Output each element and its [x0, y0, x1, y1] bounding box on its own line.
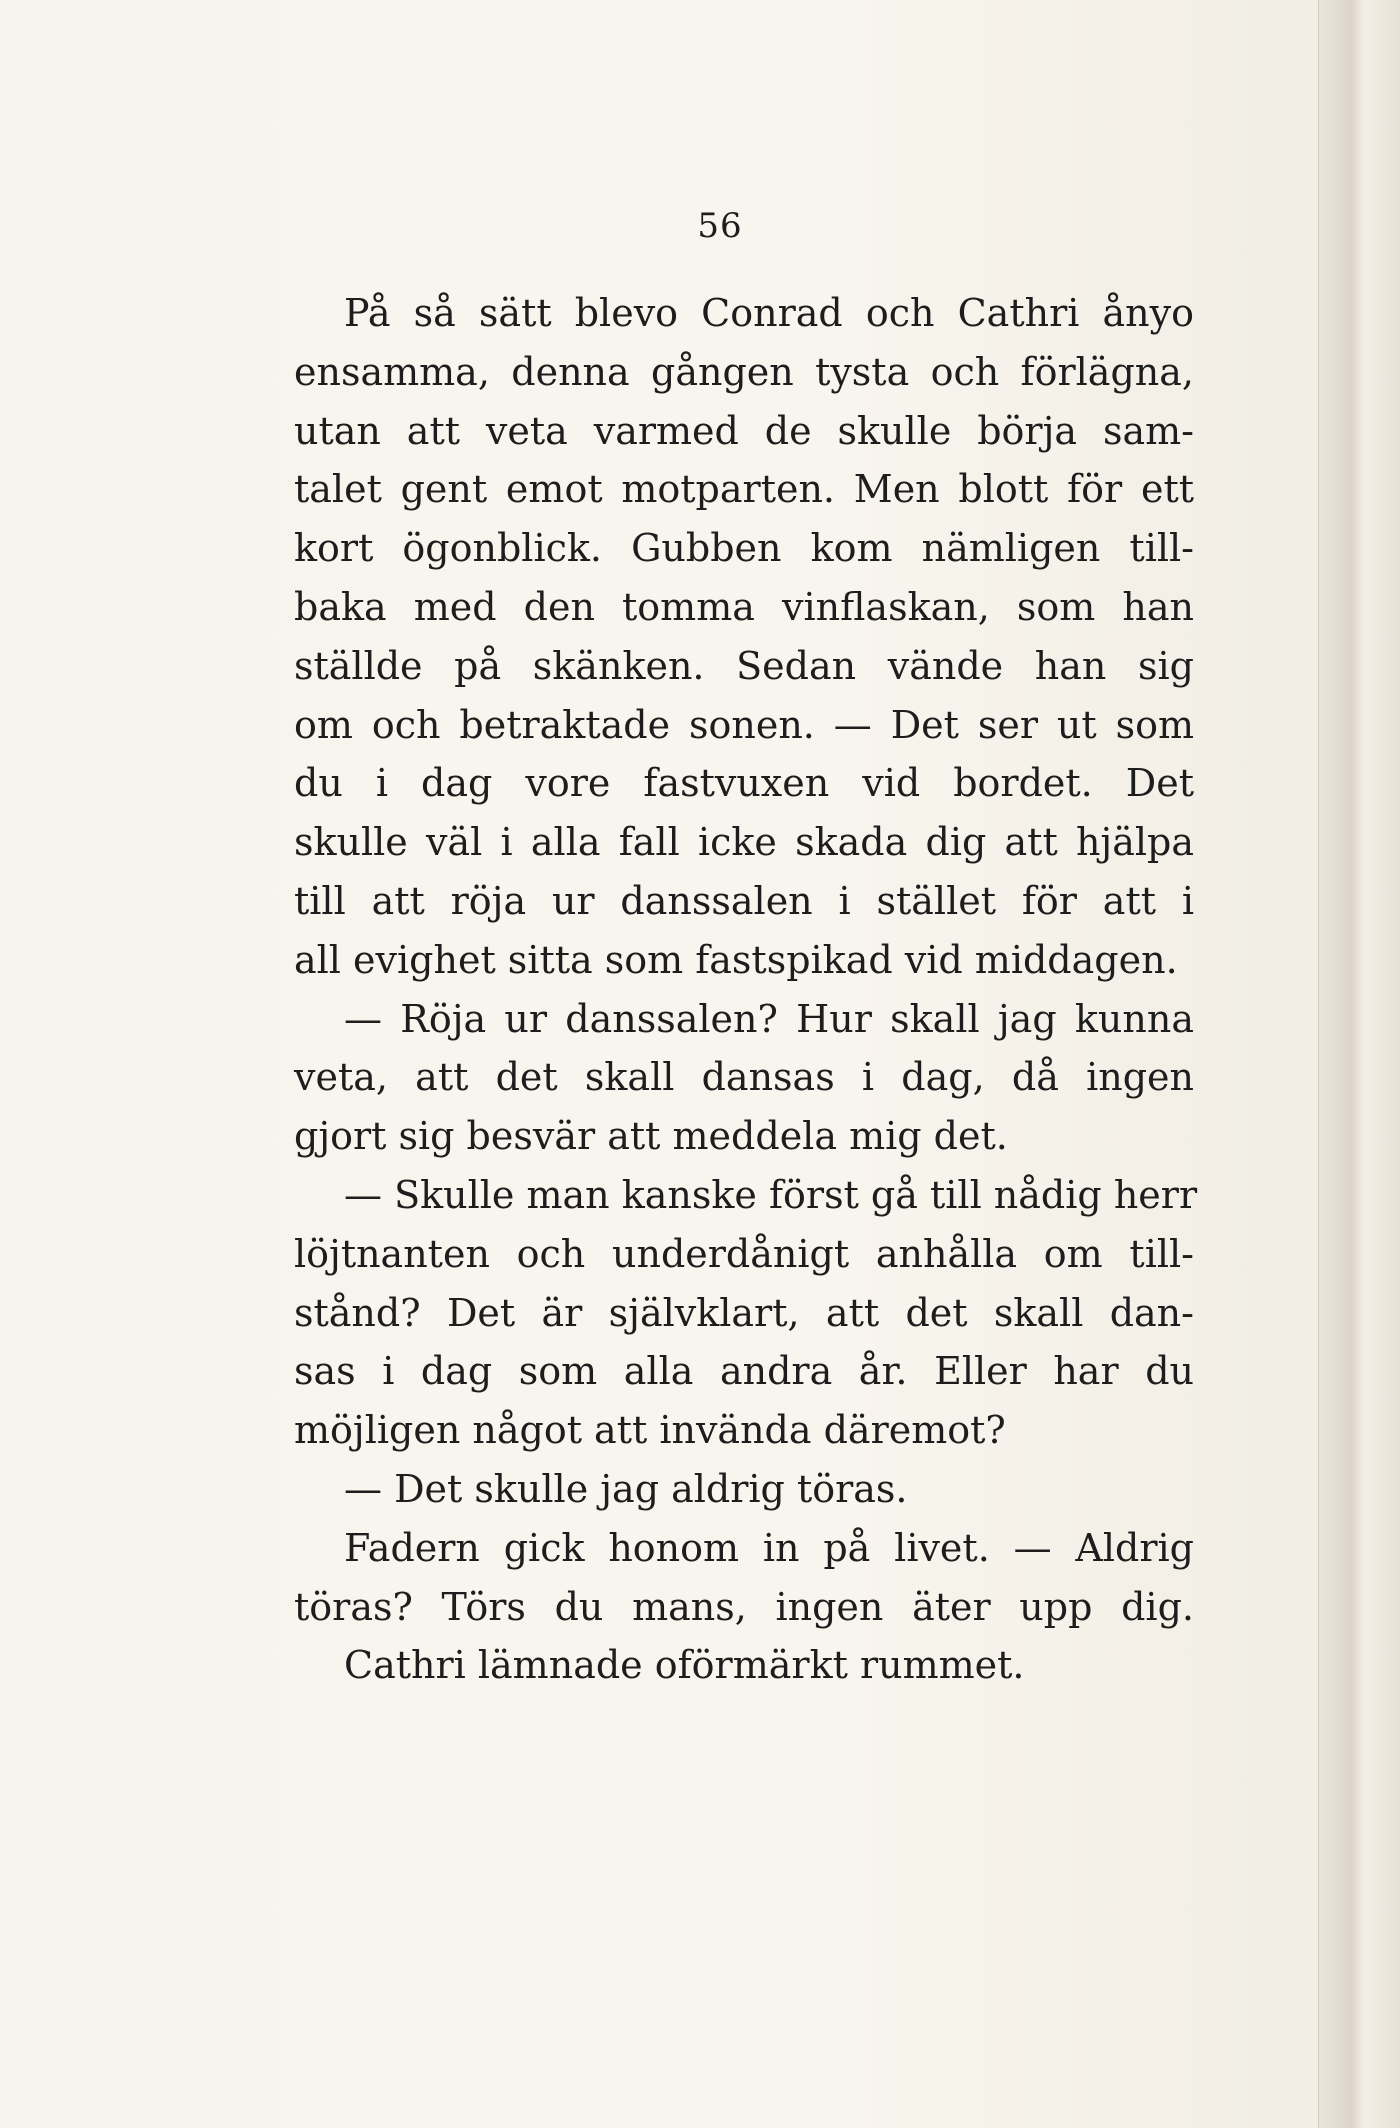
text-line: löjtnanten och underdånigt anhålla om till- — [294, 1231, 1194, 1276]
text-line: Fadern gick honom in på livet. — Aldrig — [344, 1525, 1194, 1570]
text-line: Cathri lämnade oförmärkt rummet. — [344, 1643, 1025, 1688]
text-line: gjort sig besvär att meddela mig det. — [294, 1114, 1008, 1159]
text-line: veta, att det skall dansas i dag, då ingen — [294, 1055, 1194, 1100]
text-line: möjligen något att invända däremot? — [294, 1408, 1006, 1453]
text-line: all evighet sitta som fastspikad vid middagen. — [294, 937, 1178, 982]
text-line: talet gent emot motparten. Men blott för ett — [294, 467, 1194, 512]
body-text — [294, 284, 1198, 1695]
text-line: kort ögonblick. Gubben kom nämligen till- — [294, 526, 1194, 571]
text-line: ställde på skänken. Sedan vände han sig — [294, 643, 1194, 688]
text-line: — Det skulle jag aldrig töras. — [344, 1466, 908, 1511]
text-line: till att röja ur danssalen i stället för att i — [294, 878, 1194, 923]
page-edge — [1318, 0, 1400, 2128]
text-line: stånd? Det är självklart, att det skall dan- — [294, 1290, 1194, 1335]
text-line: om och betraktade sonen. — Det ser ut som — [294, 702, 1194, 747]
page-number: 56 — [697, 206, 743, 246]
text-line: töras? Törs du mans, ingen äter upp dig. — [294, 1584, 1194, 1629]
text-line: På så sätt blevo Conrad och Cathri ånyo — [344, 291, 1194, 335]
text-line: skulle väl i alla fall icke skada dig att hjälpa — [294, 820, 1194, 865]
text-line: baka med den tomma vinflaskan, som han — [294, 584, 1194, 629]
text-line: ensamma, denna gången tysta och förlägna, — [294, 349, 1194, 394]
text-line: — Röja ur danssalen? Hur skall jag kunna — [344, 996, 1194, 1041]
text-line: — Skulle man kanske först gå till nådig herr — [344, 1172, 1198, 1217]
text-line: du i dag vore fastvuxen vid bordet. Det — [294, 761, 1194, 806]
text-line: utan att veta varmed de skulle börja sam- — [294, 408, 1194, 453]
text-line: sas i dag som alla andra år. Eller har du — [294, 1349, 1194, 1394]
